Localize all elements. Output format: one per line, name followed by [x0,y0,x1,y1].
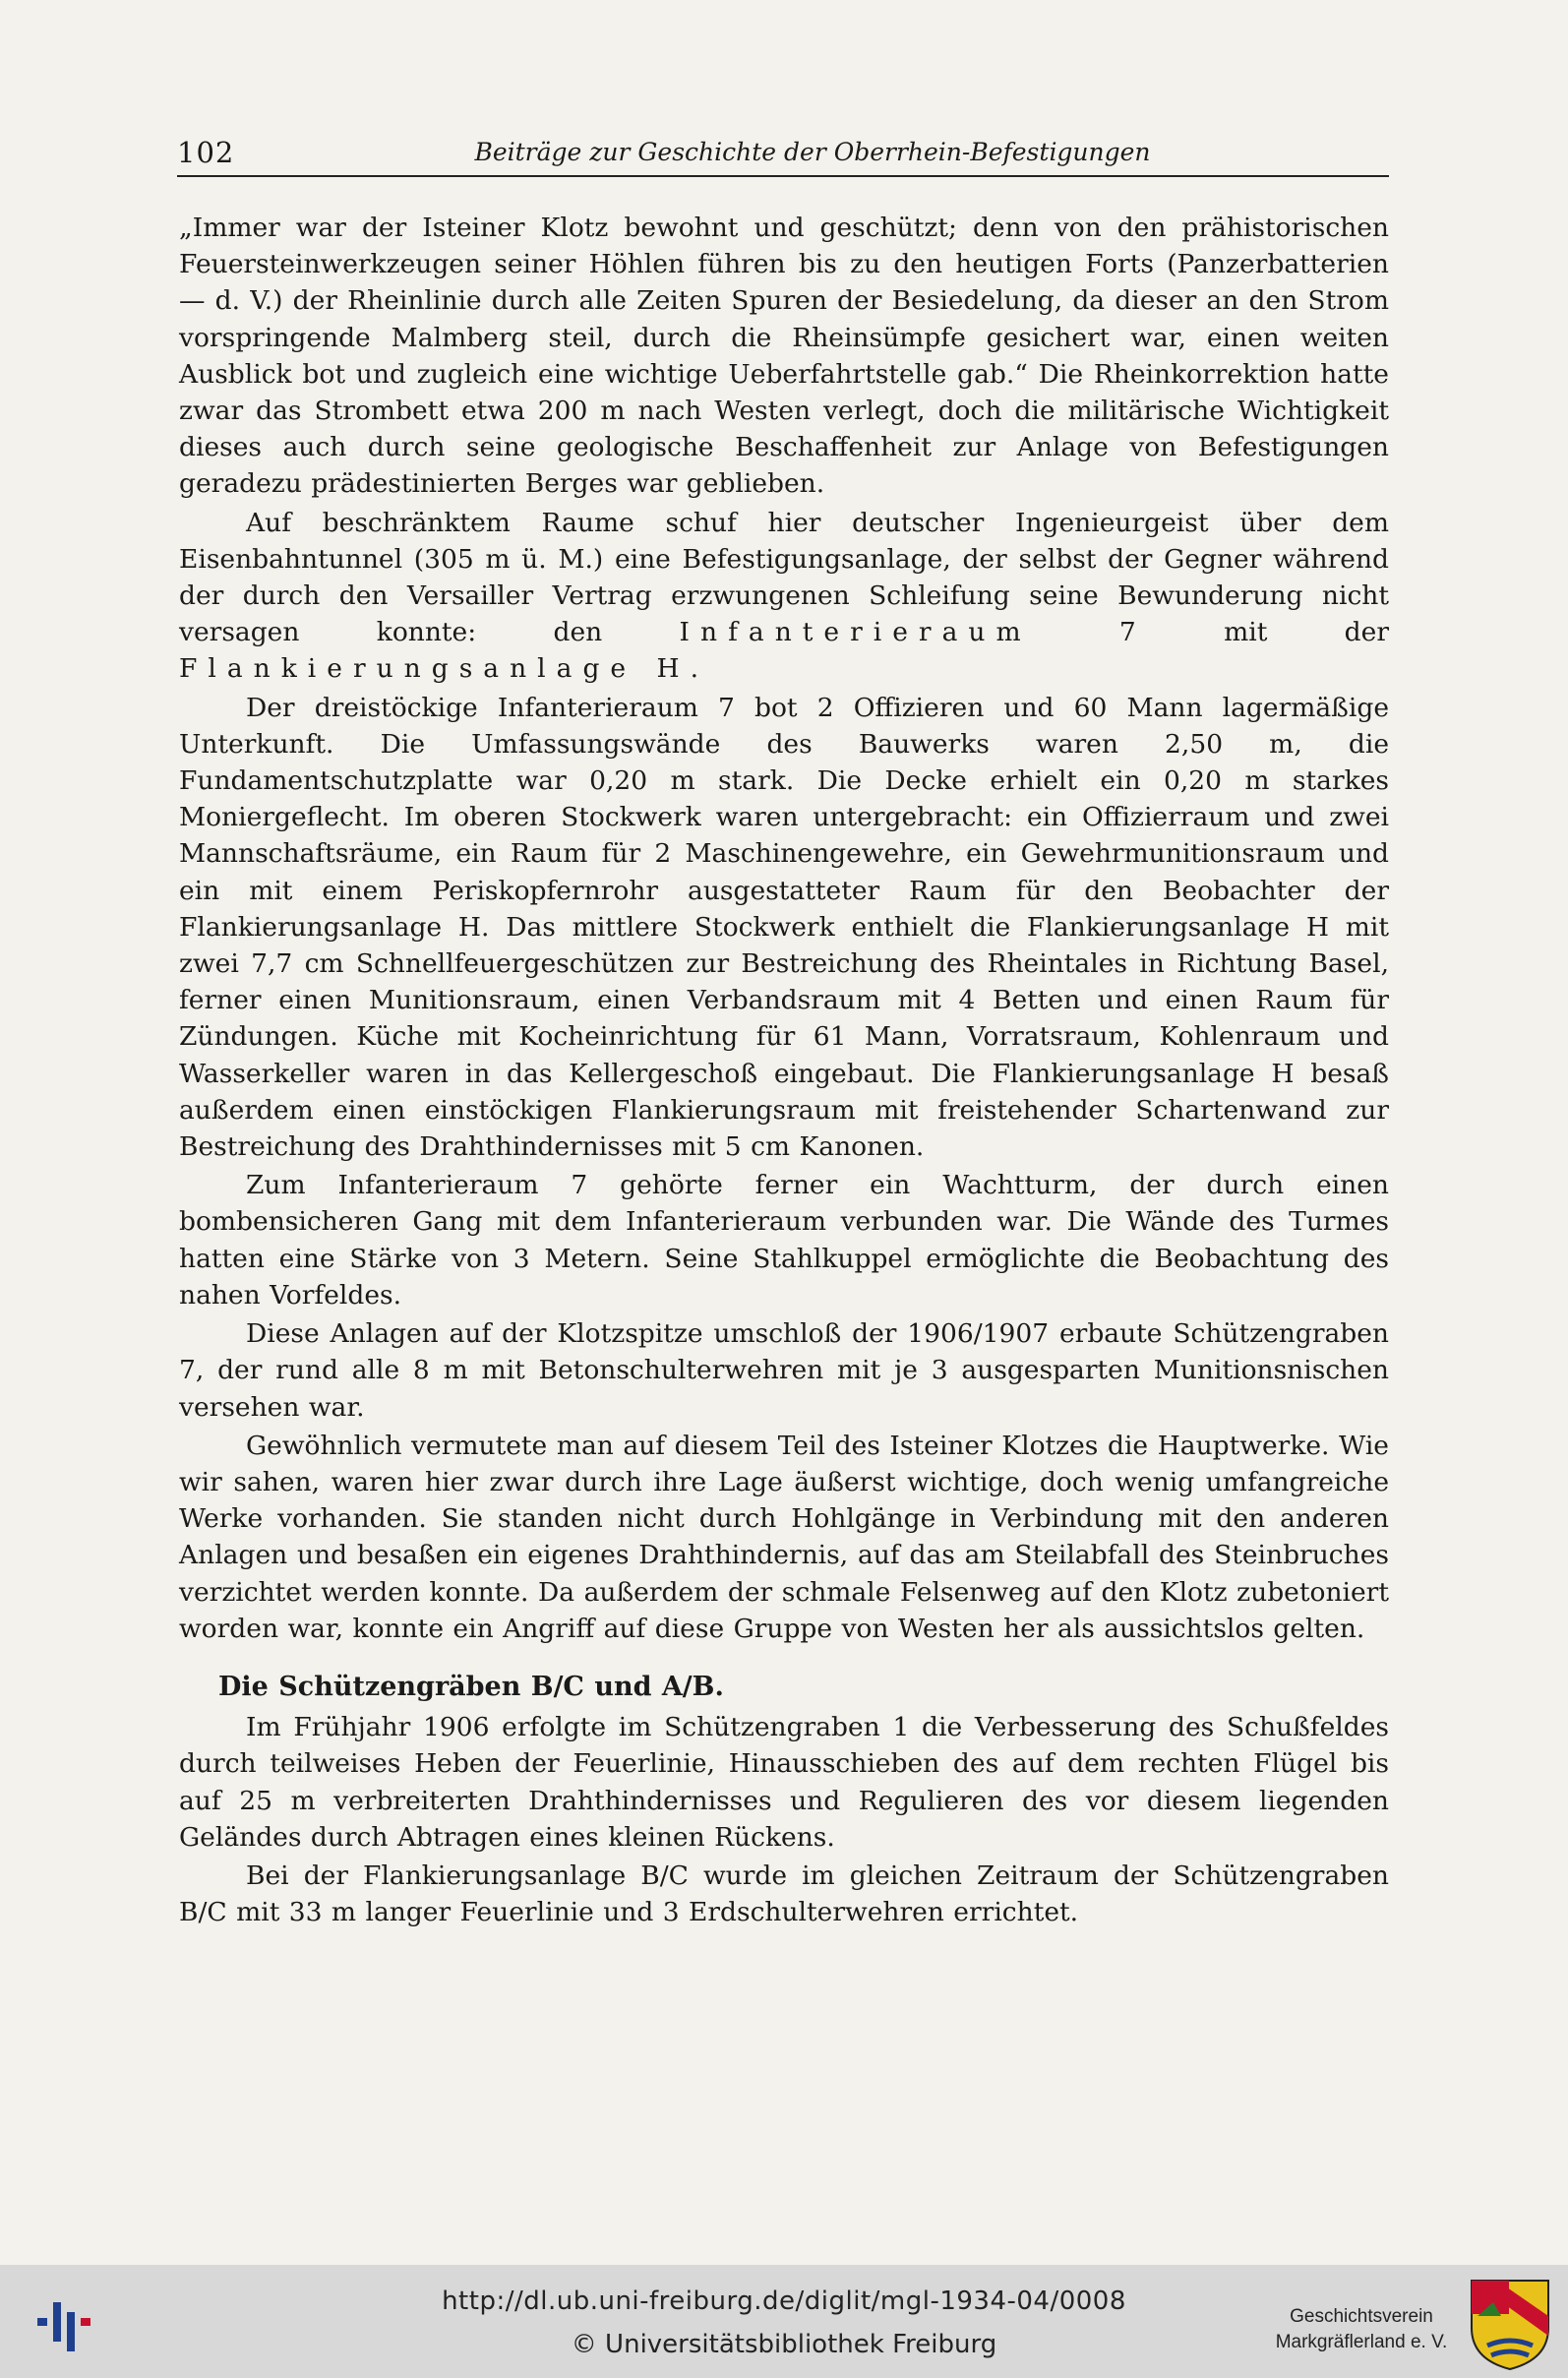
paragraph-isteiner-klotz [179,505,1389,688]
copyright-notice: © Universitätsbibliothek Freiburg [571,2330,997,2359]
paragraph-klotzspitze: Diese Anlagen auf der Klotzspitze umschloß der 1906/1907 erbaute Schützengraben 7, der rund alle 8 m mit Betonschulterwehren mit je 3 ausgesparten Munitionsnischen versehen war. [179,1318,1389,1423]
body-text [179,210,1389,1932]
society-name [1263,2304,1460,2355]
page-header [177,136,1389,177]
spaced-term-infanterieraum: Infanterieraum 7 [679,617,1147,648]
spaced-term-flankierungsanlage: Flankierungsanlage H [179,653,691,685]
paragraph-text: mit der [1146,617,1389,648]
society-name-line2: Markgräflerland e. V. [1275,2332,1448,2352]
paragraph-flankierungsanlage-bc: Bei der Flankierungsanlage B/C wurde im gleichen Zeitraum der Schützengraben B/C mit 33 m langer Feuerlinie und 3 Erdschulterwehren errichtet. [179,1860,1389,1928]
society-name-line1: Geschichtsverein [1290,2306,1433,2327]
coat-of-arms-icon[interactable] [1468,2277,1552,2371]
paragraph-hauptwerke: Gewöhnlich vermutete man auf diesem Teil des Isteiner Klotzes die Hauptwerke. Wie wir sahen, waren hier zwar durch ihre Lage äußerst wichtige, doch wenig umfangreiche Werke vorhanden. Sie standen nicht durch Hohlgänge in Verbindung mit den anderen Anlagen und besaßen ein eigenes Drahthindernis, auf das am Steilabfall des Steinbruches verzichtet werden konnte. Da außerdem der schmale Felsenweg auf den Klotz zubetoniert worden war, konnte ein Angriff auf diese Gruppe von Westen her als aussichtslos gelten. [179,1430,1389,1644]
section-heading: Die Schützengräben B/C und A/B. [218,1671,724,1702]
paragraph-infanterieraum: Der dreistöckige Infanterieraum 7 bot 2 Offizieren und 60 Mann lagermäßige Unterkunft. Die Umfassungswände des Bauwerks waren 2,50 m, die Fundamentschutzplatte war 0,20 m stark. Die Decke erhielt ein 0,20 m starkes Moniergeflecht. Im oberen Stockwerk waren untergebracht: ein Offizierraum und zwei Mannschaftsräume, ein Raum für 2 Maschinengewehre, ein Gewehrmunitionsraum und ein mit einem Periskopfernrohr ausgestatteter Raum für den Beobachter der Flankierungsanlage H. Das mittlere Stockwerk enthielt die Flankierungsanlage H mit zwei 7,7 cm Schnellfeuergeschützen zur Bestreichung des Rheintales in Richtung Basel, ferner einen Munitionsraum, einen Verbandsraum mit 4 Betten und einen Raum für Zündungen. Küche mit Kocheinrichtung für 61 Mann, Vorratsraum, Kohlenraum und Wasserkeller waren in das Kellergeschoß eingebaut. Die Flankierungsanlage H besaß außerdem einen einstöckigen Flankierungsraum mit freistehender Schartenwand zur Bestreichung des Drahthindernisses mit 5 cm Kanonen. [179,692,1389,1163]
footer-bar [0,2265,1568,2378]
paragraph-fruehjahr-1906: Im Frühjahr 1906 erfolgte im Schützengraben 1 die Verbesserung des Schußfeldes durch teilweises Heben der Feuerlinie, Hinausschieben des auf dem rechten Flügel bis auf 25 m verbreiterten Drahthindernisses und Regulieren des vor diesem liegenden Geländes durch Abtragen eines kleinen Rückens. [179,1712,1389,1853]
paragraph-quote: „Immer war der Isteiner Klotz bewohnt und geschützt; denn von den prähistorischen Feuersteinwerkzeugen seiner Höhlen führen bis zu den heutigen Forts (Panzerbatterien — d. V.) der Rheinlinie durch alle Zeiten Spuren der Besiedelung, da dieser an den Strom vorspringende Malmberg steil, durch die Rheinsümpfe gesichert war, einen weiten Ausblick bot und zugleich eine wichtige Ueberfahrtstelle gab.“ Die Rheinkorrektion hatte zwar das Strombett etwa 200 m nach Westen verlegt, doch die militärische Wichtigkeit dieses auch durch seine geologische Beschaffenheit zur Anlage von Befestigungen geradezu prädestinierten Berges war geblieben. [179,213,1389,500]
paragraph-text: . [690,653,699,685]
permalink-url[interactable]: http://dl.ub.uni-freiburg.de/diglit/mgl-1934-04/0008 [442,2287,1126,2316]
paragraph-wachtturm: Zum Infanterieraum 7 gehörte ferner ein Wachtturm, der durch einen bombensicheren Gang mit dem Infanterieraum verbunden war. Die Wände des Turmes hatten eine Stärke von 3 Metern. Seine Stahlkuppel ermöglichte die Beobachtung des nahen Vorfeldes. [179,1170,1389,1311]
page-number: 102 [177,136,235,169]
paragraph-text: Auf beschränktem Raume schuf hier deutscher Ingenieurgeist über dem Eisenbahntunnel (305 m ü. M.) eine Befestigungsanlage, der selbst der Gegner während der durch den Versailler Vertrag erzwungenen Schleifung seine Bewunderung nicht versagen konnte: den [179,507,1389,648]
running-title: Beiträge zur Geschichte der Oberrhein-Befestigungen [474,138,1151,166]
